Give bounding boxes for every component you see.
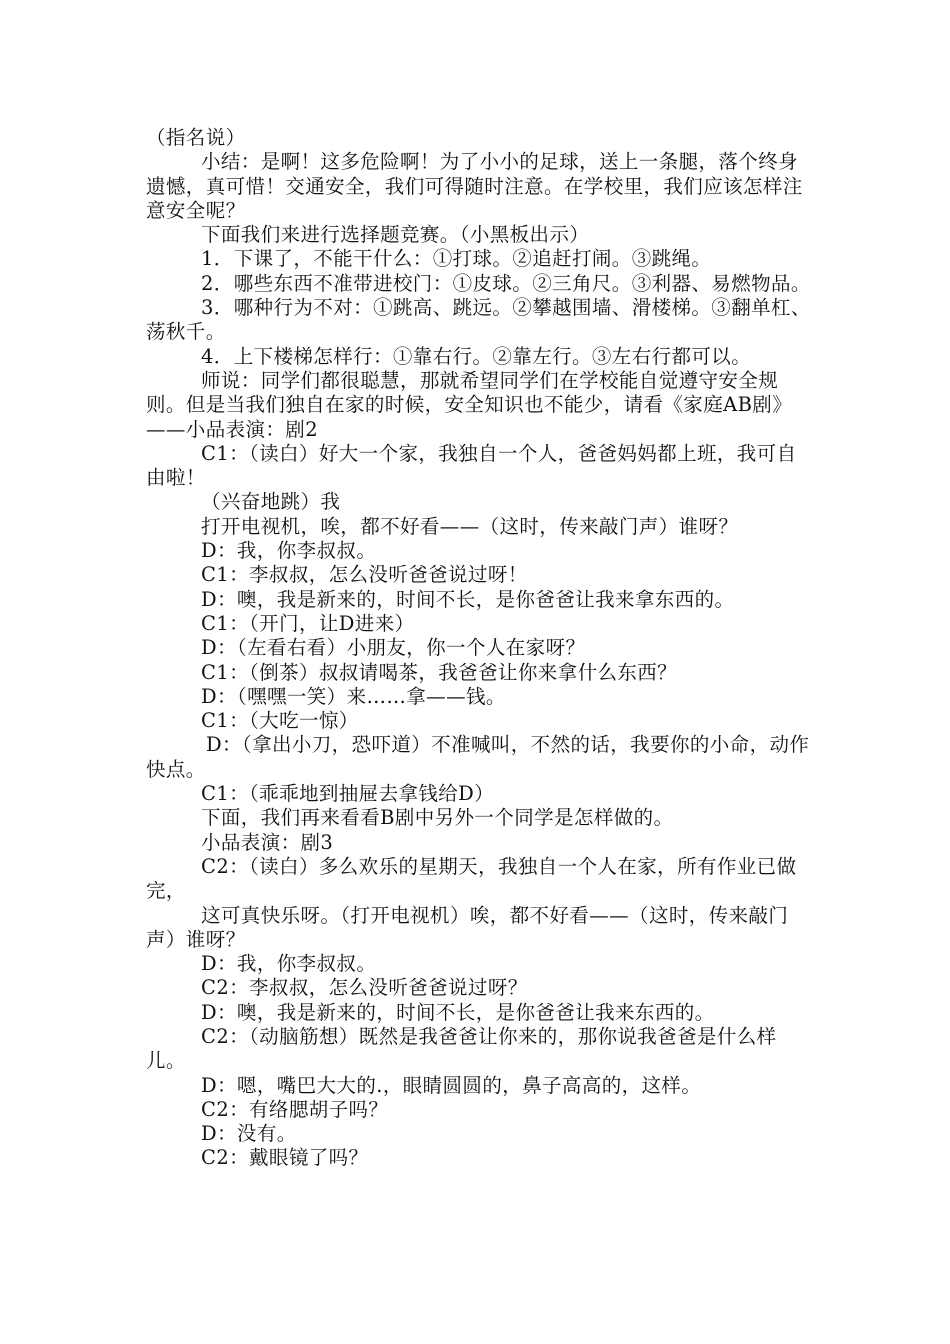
paragraph: 2．哪些东西不准带进校门：①皮球。②三角尺。③利器、易燃物品。 xyxy=(201,271,811,295)
paragraph: C2：（动脑筋想）既然是我爸爸让你来的，那你说我爸爸是什么样儿。 xyxy=(146,1024,777,1073)
paragraph: D：噢，我是新来的，时间不长，是你爸爸让我来拿东西的。 xyxy=(201,587,735,611)
paragraph: C1：（倒茶）叔叔请喝茶，我爸爸让你来拿什么东西？ xyxy=(201,660,678,684)
paragraph: C1：李叔叔，怎么没听爸爸说过呀！ xyxy=(201,563,528,587)
paragraph: 小品表演：剧3 xyxy=(201,830,334,854)
paragraph: D：嗯，嘴巴大大的.，眼睛圆圆的，鼻子高高的，这样。 xyxy=(201,1073,702,1097)
paragraph: D：（左看右看）小朋友，你一个人在家呀？ xyxy=(201,636,586,660)
paragraph: 4．上下楼梯怎样行：①靠右行。②靠左行。③左右行都可以。 xyxy=(201,344,752,368)
paragraph: 打开电视机，唉，都不好看——（这时，传来敲门声）谁呀？ xyxy=(201,514,739,538)
paragraph: （指名说） xyxy=(146,126,246,149)
paragraph: C1：（乖乖地到抽屉去拿钱给D） xyxy=(201,782,495,806)
paragraph: C2：李叔叔，怎么没听爸爸说过呀？ xyxy=(201,976,528,1000)
paragraph: 下面，我们再来看看B剧中另外一个同学是怎样做的。 xyxy=(201,806,674,830)
paragraph: D：我，你李叔叔。 xyxy=(201,952,377,976)
paragraph: C1：（读白）好大一个家，我独自一个人，爸爸妈妈都上班，我可自由啦！ xyxy=(146,441,797,490)
paragraph: 1．下课了，不能干什么：①打球。②追赶打闹。③跳绳。 xyxy=(201,247,712,271)
paragraph: 这可真快乐呀。（打开电视机）唉，都不好看——（这时，传来敲门声）谁呀？ xyxy=(146,903,789,951)
paragraph: D：没有。 xyxy=(201,1122,297,1146)
paragraph: C1：（开门，让D进来） xyxy=(201,611,415,635)
paragraph: D：我，你李叔叔。 xyxy=(201,539,377,563)
paragraph: D：（拿出小刀，恐吓道）不准喊叫，不然的话，我要你的小命，动作快点。 xyxy=(146,733,810,781)
paragraph: D：噢，我是新来的，时间不长，是你爸爸让我来东西的。 xyxy=(201,1000,715,1024)
paragraph: C1：（大吃一惊） xyxy=(201,709,359,733)
paragraph: 师说：同学们都很聪慧，那就希望同学们在学校能自觉遵守安全规则。但是当我们独自在家的时候，安全知识也不能少，请看《家庭AB剧》——小品表演：剧2 xyxy=(146,368,793,441)
paragraph: （兴奋地跳）我 xyxy=(201,490,341,514)
paragraph: 下面我们来进行选择题竞赛。（小黑板出示） xyxy=(201,223,590,247)
paragraph: 小结：是啊！这多危险啊！为了小小的足球，送上一条腿，落个终身遗憾，真可惜！交通安全，我们可得随时注意。在学校里，我们应该怎样注意安全呢？ xyxy=(146,150,803,222)
paragraph: C2：（读白）多么欢乐的星期天，我独自一个人在家，所有作业已做完， xyxy=(146,854,797,903)
paragraph: 3．哪种行为不对：①跳高、跳远。②攀越围墙、滑楼梯。③翻单杠、荡秋千。 xyxy=(146,296,811,344)
paragraph: C2：戴眼镜了吗？ xyxy=(201,1146,369,1170)
document-body xyxy=(146,126,816,1171)
paragraph: D：（嘿嘿一笑）来……拿——钱。 xyxy=(201,684,506,708)
paragraph: C2：有络腮胡子吗？ xyxy=(201,1097,389,1121)
